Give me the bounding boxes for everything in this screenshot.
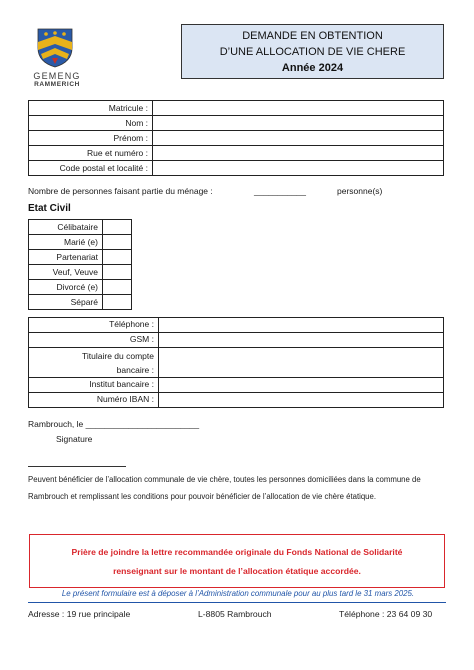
civil-status-heading: Etat Civil bbox=[28, 203, 71, 214]
civil-row-marie bbox=[29, 235, 132, 250]
rue-field[interactable] bbox=[153, 146, 444, 161]
signature-label: Signature bbox=[56, 434, 93, 444]
logo-subtitle: RAMMERICH bbox=[34, 81, 80, 88]
identity-table bbox=[28, 100, 444, 176]
eligibility-notice bbox=[28, 471, 448, 505]
civil-row-partenariat bbox=[29, 250, 132, 265]
coat-of-arms-icon bbox=[37, 28, 73, 68]
civil-row-veuf bbox=[29, 265, 132, 280]
titulaire-field[interactable] bbox=[159, 348, 444, 378]
partenariat-label: Partenariat bbox=[29, 250, 103, 265]
code-postal-field[interactable] bbox=[153, 161, 444, 176]
titulaire-label-line-2: bancaire : bbox=[116, 365, 154, 375]
institut-field[interactable] bbox=[159, 378, 444, 393]
nom-label: Nom : bbox=[29, 116, 153, 131]
footer-phone: Téléphone : 23 64 09 30 bbox=[339, 609, 433, 619]
separe-label: Séparé bbox=[29, 295, 103, 310]
eligibility-notice-line-1: Peuvent bénéficier de l’allocation communale de vie chère, toutes les personnes domiciliées dans la commune de bbox=[28, 475, 421, 484]
signature-place-date[interactable]: Rambrouch, le ________________________ bbox=[28, 419, 200, 429]
matricule-field[interactable] bbox=[153, 101, 444, 116]
gsm-label: GSM : bbox=[29, 333, 159, 348]
celibataire-label: Célibataire bbox=[29, 220, 103, 235]
contact-row-iban bbox=[29, 393, 444, 408]
identity-row-nom bbox=[29, 116, 444, 131]
eligibility-notice-line-2: Rambrouch et remplissant les conditions pour pouvoir bénéficier de l’allocation de vie chère étatique. bbox=[28, 492, 377, 501]
iban-label: Numéro IBAN : bbox=[29, 393, 159, 408]
submission-deadline: Le présent formulaire est à déposer à l’Administration communale pour au plus tard le 31 mars 2025. bbox=[61, 589, 415, 598]
divorce-label: Divorcé (e) bbox=[29, 280, 103, 295]
contact-row-telephone bbox=[29, 318, 444, 333]
title-year: Année 2024 bbox=[281, 62, 344, 74]
veuf-checkbox[interactable] bbox=[103, 265, 132, 280]
footer-rule bbox=[28, 602, 446, 603]
logo-name: GEMENG bbox=[33, 71, 81, 81]
contact-table bbox=[28, 317, 444, 408]
identity-row-matricule bbox=[29, 101, 444, 116]
marie-checkbox[interactable] bbox=[103, 235, 132, 250]
prenom-field[interactable] bbox=[153, 131, 444, 146]
warning-line-2: renseignant sur le montant de l’allocation étatique accordée. bbox=[113, 566, 361, 576]
household-count-field[interactable]: ___________ bbox=[254, 186, 307, 196]
household-label: Nombre de personnes faisant partie du ménage : bbox=[28, 186, 213, 196]
identity-row-rue bbox=[29, 146, 444, 161]
footer-city: L-8805 Rambrouch bbox=[198, 609, 272, 619]
identity-row-prenom bbox=[29, 131, 444, 146]
identity-row-code-postal bbox=[29, 161, 444, 176]
title-line-2: D’UNE ALLOCATION DE VIE CHERE bbox=[219, 46, 406, 58]
code-postal-label: Code postal et localité : bbox=[29, 161, 153, 176]
separe-checkbox[interactable] bbox=[103, 295, 132, 310]
titulaire-label-line-1: Titulaire du compte bbox=[82, 351, 154, 361]
rue-label: Rue et numéro : bbox=[29, 146, 153, 161]
iban-field[interactable] bbox=[159, 393, 444, 408]
nom-field[interactable] bbox=[153, 116, 444, 131]
contact-row-titulaire bbox=[29, 348, 444, 378]
household-unit: personne(s) bbox=[337, 186, 383, 196]
matricule-label: Matricule : bbox=[29, 101, 153, 116]
civil-status-table bbox=[28, 219, 132, 310]
marie-label: Marié (e) bbox=[29, 235, 103, 250]
divorce-checkbox[interactable] bbox=[103, 280, 132, 295]
contact-row-gsm bbox=[29, 333, 444, 348]
civil-row-divorce bbox=[29, 280, 132, 295]
celibataire-checkbox[interactable] bbox=[103, 220, 132, 235]
civil-row-celibataire bbox=[29, 220, 132, 235]
prenom-label: Prénom : bbox=[29, 131, 153, 146]
civil-row-separe bbox=[29, 295, 132, 310]
telephone-label: Téléphone : bbox=[29, 318, 159, 333]
telephone-field[interactable] bbox=[159, 318, 444, 333]
footer-address: Adresse : 19 rue principale bbox=[28, 609, 131, 619]
institut-label: Institut bancaire : bbox=[29, 378, 159, 393]
form-title-box bbox=[181, 24, 444, 79]
gsm-field[interactable] bbox=[159, 333, 444, 348]
warning-line-1: Prière de joindre la lettre recommandée originale du Fonds National de Solidarité bbox=[71, 547, 403, 557]
footnote-divider bbox=[28, 466, 126, 467]
attachment-warning-box bbox=[29, 534, 445, 588]
titulaire-label bbox=[29, 348, 159, 378]
contact-row-institut bbox=[29, 378, 444, 393]
veuf-label: Veuf, Veuve bbox=[29, 265, 103, 280]
title-line-1: DEMANDE EN OBTENTION bbox=[242, 30, 383, 42]
partenariat-checkbox[interactable] bbox=[103, 250, 132, 265]
